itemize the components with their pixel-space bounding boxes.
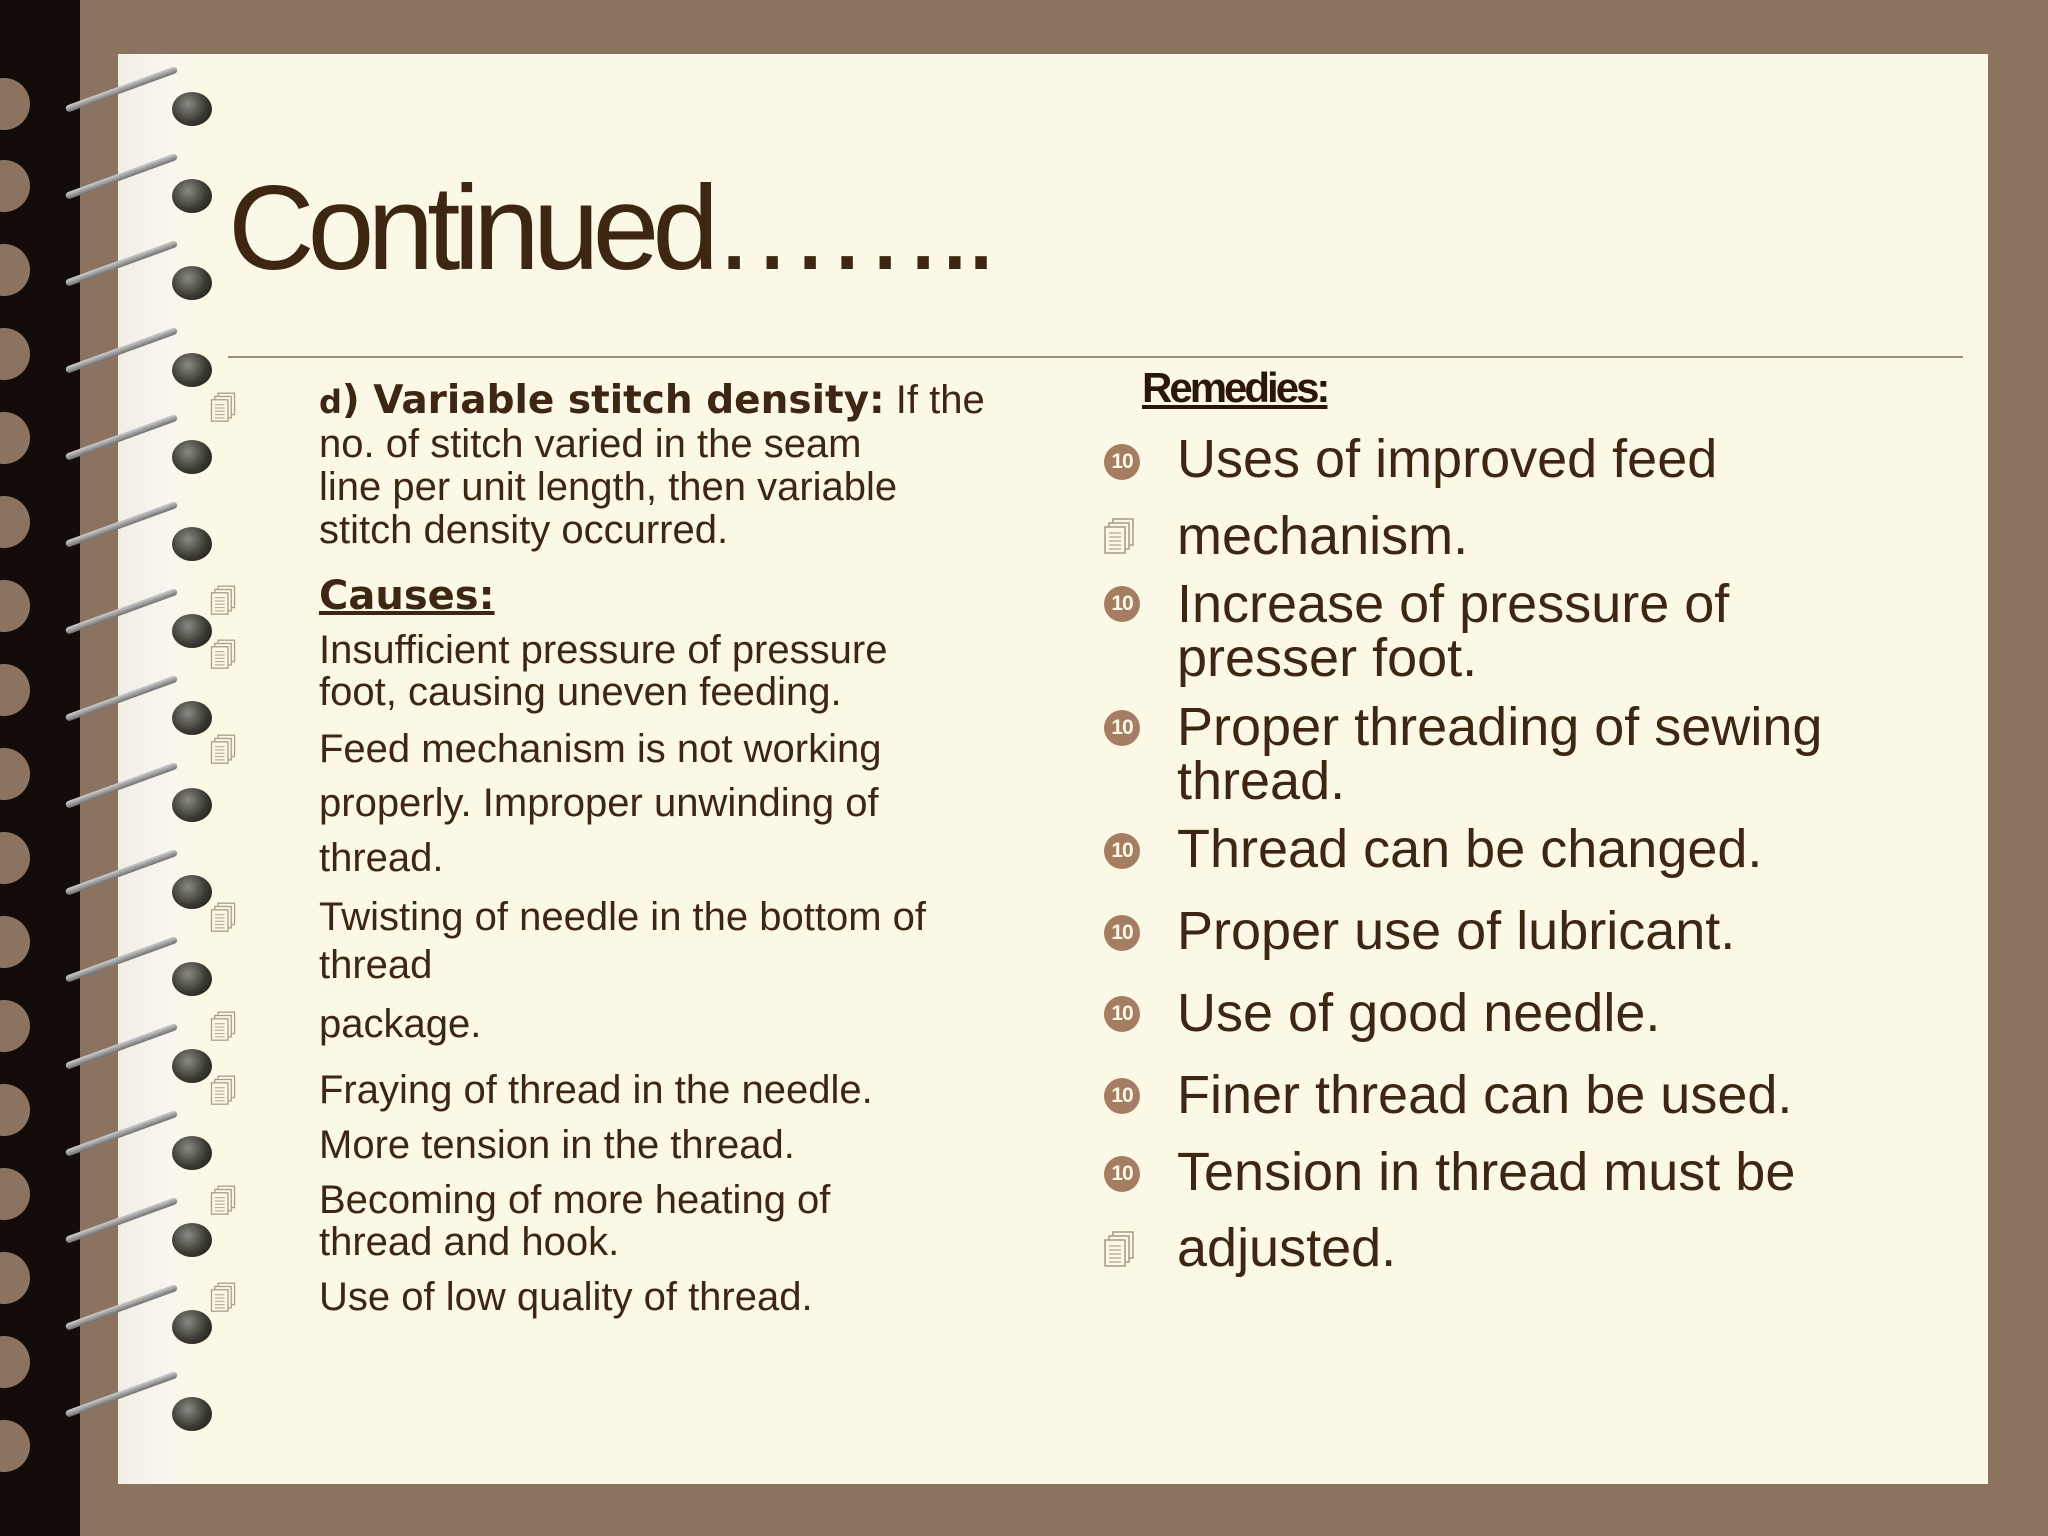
stacked-pages-icon — [209, 734, 237, 766]
stacked-pages-icon — [209, 1075, 237, 1107]
circled-ten-icon: 10 — [1104, 710, 1140, 746]
remedy-item: adjusted. — [1177, 1218, 1397, 1278]
cause-item: Insufficient pressure of pressure — [319, 628, 888, 672]
spiral-ring — [60, 175, 210, 215]
cause-item: Becoming of more heating of — [319, 1178, 831, 1222]
remedy-item: Thread can be changed. — [1177, 819, 1763, 879]
spiral-ring — [60, 349, 210, 389]
cause-item: Feed mechanism is not working — [319, 727, 882, 771]
spiral-ring — [60, 1393, 210, 1433]
cause-item: package. — [319, 1002, 482, 1046]
cause-item: thread and hook. — [319, 1220, 620, 1264]
stacked-pages-icon — [209, 392, 237, 424]
remedy-item: Finer thread can be used. — [1177, 1065, 1793, 1125]
spiral-ring — [60, 610, 210, 650]
circled-ten-icon: 10 — [1104, 915, 1140, 951]
remedy-item: mechanism. — [1177, 506, 1469, 566]
stacked-pages-icon — [209, 639, 237, 671]
defect-label: ) Variable stitch density: — [341, 378, 885, 423]
circled-ten-icon: 10 — [1104, 996, 1140, 1032]
spiral-ring — [60, 523, 210, 563]
circled-ten-icon: 10 — [1104, 833, 1140, 869]
spiral-ring — [60, 871, 210, 911]
remedy-item: Uses of improved feed — [1177, 429, 1718, 489]
spiral-ring — [60, 88, 210, 128]
spiral-ring — [60, 262, 210, 302]
defect-description-line: stitch density occurred. — [319, 508, 729, 552]
remedy-item: Increase of pressure of — [1177, 574, 1730, 634]
circled-ten-icon: 10 — [1104, 1078, 1140, 1114]
spiral-ring — [60, 697, 210, 737]
spiral-ring — [60, 1132, 210, 1172]
stacked-pages-icon — [1102, 518, 1136, 556]
spiral-ring — [60, 1219, 210, 1259]
spiral-ring — [60, 784, 210, 824]
remedies-heading: Remedies: — [1142, 364, 1328, 411]
remedy-item: Proper use of lubricant. — [1177, 901, 1736, 961]
cause-item: Fraying of thread in the needle. — [319, 1068, 873, 1112]
defect-description: If the — [884, 378, 985, 422]
defect-heading — [319, 379, 985, 424]
causes-heading: Causes: — [319, 573, 495, 619]
slide-title: Continued…….. — [228, 161, 991, 295]
stacked-pages-icon — [209, 585, 237, 617]
circled-ten-icon: 10 — [1104, 1156, 1140, 1192]
remedy-item: Proper threading of sewing — [1177, 697, 1823, 757]
spiral-ring — [60, 958, 210, 998]
spiral-ring — [60, 1306, 210, 1346]
cause-item: properly. Improper unwinding of — [319, 781, 879, 825]
defect-label-prefix: d — [319, 383, 342, 421]
stacked-pages-icon — [209, 902, 237, 934]
remedy-item: presser foot. — [1177, 628, 1478, 688]
spiral-ring — [60, 1045, 210, 1085]
stacked-pages-icon — [209, 1282, 237, 1314]
cause-item: foot, causing uneven feeding. — [319, 670, 842, 714]
cause-item: Use of low quality of thread. — [319, 1275, 813, 1319]
defect-description-line: no. of stitch varied in the seam — [319, 422, 862, 466]
defect-description-line: line per unit length, then variable — [319, 465, 898, 509]
cause-item: Twisting of needle in the bottom of — [319, 895, 927, 939]
cause-item: More tension in the thread. — [319, 1123, 795, 1167]
circled-ten-icon: 10 — [1104, 444, 1140, 480]
stacked-pages-icon — [209, 1011, 237, 1043]
cause-item: thread. — [319, 836, 444, 880]
circled-ten-icon: 10 — [1104, 586, 1140, 622]
remedy-item: Use of good needle. — [1177, 983, 1661, 1043]
remedy-item: thread. — [1177, 751, 1346, 811]
cause-item: thread — [319, 943, 433, 987]
spiral-ring — [60, 436, 210, 476]
stacked-pages-icon — [1102, 1231, 1136, 1269]
title-divider — [228, 356, 1963, 358]
remedy-item: Tension in thread must be — [1177, 1142, 1796, 1202]
stacked-pages-icon — [209, 1185, 237, 1217]
